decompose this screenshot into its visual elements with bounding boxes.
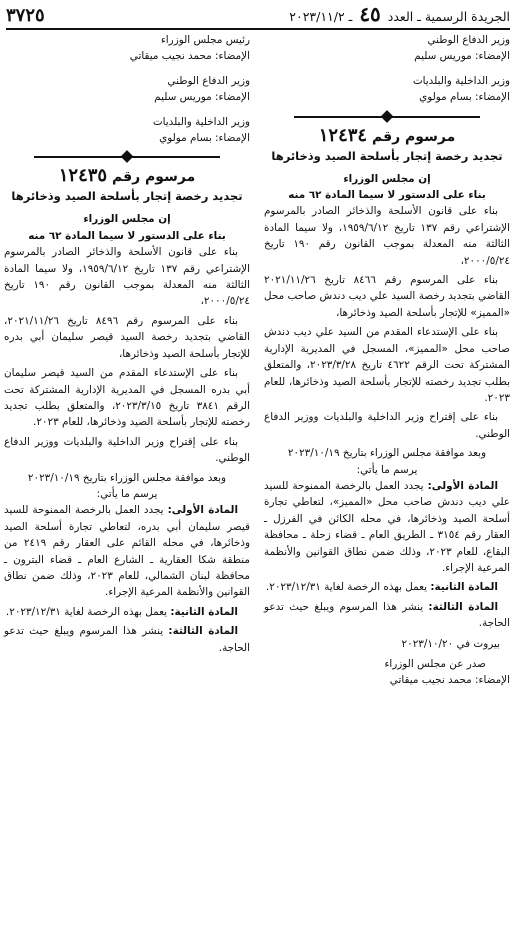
article-2 bbox=[4, 604, 250, 620]
preamble-paragraph: بناء على الإستدعاء المقدم من السيد علي ديب دندش صاحب محل «المميز»، المسجل في المديرية الإدارية المشتركة تحت الرقم ٤٦٢٢ تاريخ ٢٠٢٣/٣/٢٨، والمتعلق بطلب تجديد رخصته للإتجار بأسلحة الصيد وذخائرها، للعام ٢٠٢٣. bbox=[264, 326, 510, 404]
signature-block bbox=[264, 32, 510, 106]
article-text: ينشر هذا المرسوم ويبلغ حيث تدعو الحاجة. bbox=[4, 625, 250, 654]
section-divider bbox=[4, 152, 250, 162]
closing-date: بيروت في ٢٠٢٣/١٠/٢٠ bbox=[401, 637, 500, 650]
signatory-title: وزير الداخلية والبلديات bbox=[412, 74, 510, 87]
approval-line: وبعد موافقة مجلس الوزراء بتاريخ ٢٠٢٣/١٠/١٩ bbox=[27, 471, 227, 484]
decrees-line: يرسم ما يأتي: bbox=[96, 487, 158, 500]
page-number: ٣٧٢٥ bbox=[6, 5, 45, 26]
constitution-line: بناء على الدستور لا سيما المادة ٦٢ منه bbox=[288, 189, 486, 202]
signatory-title: وزير الدفاع الوطني bbox=[427, 34, 510, 46]
decree-label: مرسوم رقم bbox=[111, 169, 196, 186]
article-text: يعمل بهذه الرخصة لغاية ٢٠٢٣/١٢/٣١. bbox=[5, 605, 168, 618]
gazette-title bbox=[289, 2, 510, 26]
article-label: المادة الأولى: bbox=[167, 504, 239, 517]
decree-title: تجديد رخصة إتجار بأسلحة الصيد وذخائرها bbox=[271, 148, 503, 163]
preamble-paragraph: بناء على إقتراح وزير الداخلية والبلديات ووزير الدفاع الوطني. bbox=[4, 435, 250, 465]
preamble-paragraph: بناء على المرسوم رقم ٨٤٦٦ تاريخ ٢٠٢١/١١/٢٦ القاضي بتجديد رخصة السيد علي ديب دندش صاحب محل «المميز» للإتجار بأسلحة الصيد وذخائرها، bbox=[264, 274, 510, 319]
article-text: يجدد العمل بالرخصة الممنوحة للسيد علي ديب دندش صاحب محل «المميز»، لتعاطي تجارة أسلحة الصيد وذخائرها، في محله الكائن في الفرزل ـ العقار رقم ٣١٥٤ ـ الطريق العام ـ قضاء زحلة ـ محافظة البقاع، للعام ٢٠٢٣، وذلك ضمن نطاق القوانين والأنظمة المرعية الإجراء. bbox=[264, 479, 510, 574]
preamble-paragraph: بناء على الإستدعاء المقدم من السيد قيصر سليمان أبي بدره المسجل في المديرية الإدارية المشتركة تحت الرقم ٣٨٤١ تاريخ ٢٠٢٣/٣/١٥، والمتعلق بطلب تجديد رخصته للإتجار بأسلحة الصيد وذخائرها، للعام ٢٠٢٣. bbox=[4, 367, 250, 429]
approval-line: وبعد موافقة مجلس الوزراء بتاريخ ٢٠٢٣/١٠/١٩ bbox=[287, 447, 487, 460]
decree-number bbox=[4, 166, 250, 187]
signature-line: الإمضاء: موريس سليم bbox=[154, 91, 250, 104]
decrees-line: يرسم ما يأتي: bbox=[356, 463, 418, 476]
article-2 bbox=[264, 579, 510, 595]
article-text: يجدد العمل بالرخصة الممنوحة للسيد قيصر سليمان أبي بدره، لتعاطي تجارة أسلحة الصيد وذخائرها، في محله القائم على العقار رقم ٢٤١٩ من منطقة شكا العقارية ـ الشارع العام ـ قضاء البترون ـ محافظة لبنان الشمالي، للعام ٢٠٢٣، وذلك ضمن نطاق القوانين والأنظمة المرعية الإجراء. bbox=[4, 504, 250, 599]
article-label: المادة الثالثة: bbox=[168, 625, 238, 638]
signature-line: الإمضاء: محمد نجيب ميقاتي bbox=[389, 674, 510, 687]
decree-number bbox=[264, 126, 510, 147]
signature-line: الإمضاء: بسام مولوي bbox=[419, 91, 510, 104]
signatory-title: وزير الدفاع الوطني bbox=[167, 74, 250, 87]
page-header bbox=[6, 4, 510, 30]
decree-number-value: ١٢٤٣٥ bbox=[58, 165, 108, 187]
council-line: إن مجلس الوزراء bbox=[83, 213, 171, 226]
signature-line: الإمضاء: موريس سليم bbox=[414, 50, 510, 63]
council-line: إن مجلس الوزراء bbox=[343, 172, 431, 185]
preamble-paragraph: بناء على قانون الأسلحة والذخائر الصادر بالمرسوم الإشتراعي رقم ١٣٧ تاريخ ١٩٥٩/٦/١٢، ولا سيما المادة الثالثة منه المعدلة بموجب القانون رقم ١٩٠ تاريخ ٢٠٠٠/٥/٢٤، bbox=[264, 205, 510, 267]
preamble-paragraph: بناء على قانون الأسلحة والذخائر الصادر بالمرسوم الإشتراعي رقم ١٣٧ تاريخ ١٩٥٩/٦/١٢، ولا سيما المادة الثالثة منه المعدلة بموجب القانون رقم ١٩٠ تاريخ ٢٠٠٠/٥/٢٤، bbox=[4, 246, 250, 308]
signatory-title: وزير الداخلية والبلديات bbox=[152, 115, 250, 128]
signatory-title: رئيس مجلس الوزراء bbox=[160, 34, 250, 46]
article-label: المادة الأولى: bbox=[427, 479, 499, 492]
article-label: المادة الثانية: bbox=[430, 581, 498, 594]
signature-line: الإمضاء: محمد نجيب ميقاتي bbox=[129, 50, 250, 63]
left-column bbox=[4, 32, 250, 659]
article-3 bbox=[4, 623, 250, 656]
preamble-paragraph: بناء على المرسوم رقم ٨٤٩٦ تاريخ ٢٠٢١/١١/٢٦، القاضي بتجديد رخصة السيد قيصر سليمان أبي بدره للإتجار بأسلحة الصيد وذخائرها، bbox=[4, 314, 250, 360]
section-divider bbox=[264, 112, 510, 122]
article-text: يعمل بهذه الرخصة لغاية ٢٠٢٣/١٢/٣١. bbox=[265, 581, 428, 594]
article-label: المادة الثانية: bbox=[170, 605, 238, 618]
article-text: ينشر هذا المرسوم ويبلغ حيث تدعو الحاجة. bbox=[264, 600, 510, 630]
right-column bbox=[264, 32, 510, 689]
decree-title: تجديد رخصة إتجار بأسلحة الصيد وذخائرها bbox=[11, 189, 243, 204]
issue-number: ٤٥ bbox=[359, 2, 381, 26]
signature-line: الإمضاء: بسام مولوي bbox=[159, 132, 250, 145]
decree-label: مرسوم رقم bbox=[371, 128, 456, 145]
article-label: المادة الثالثة: bbox=[428, 600, 498, 613]
issuer-line: صدر عن مجلس الوزراء bbox=[384, 658, 486, 670]
article-1 bbox=[4, 502, 250, 600]
gazette-name: الجريدة الرسمية ـ العدد bbox=[387, 9, 510, 24]
decree-number-value: ١٢٤٣٤ bbox=[318, 124, 368, 146]
signature-block bbox=[4, 32, 250, 146]
constitution-line: بناء على الدستور لا سيما المادة ٦٢ منه bbox=[28, 229, 226, 242]
article-3 bbox=[264, 599, 510, 632]
article-1 bbox=[264, 478, 510, 576]
issue-date: ـ ٢٠٢٣/١١/٢ bbox=[289, 9, 353, 24]
preamble-paragraph: بناء على إقتراح وزير الداخلية والبلديات ووزير الدفاع الوطني. bbox=[264, 411, 510, 440]
